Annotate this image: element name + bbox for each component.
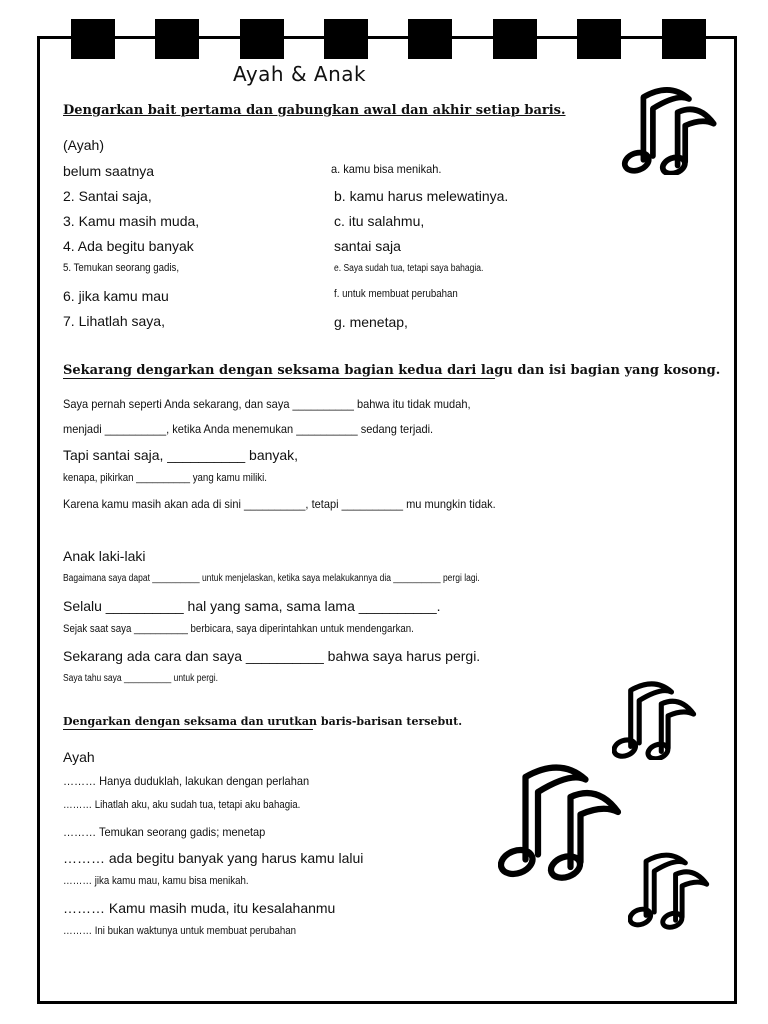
order-line: ……… jika kamu mau, kamu bisa menikah. bbox=[63, 875, 249, 887]
section2-instruction: Sekarang dengarkan dengan seksama bagian kedua dari lagu dan isi bagian yang kosong. bbox=[63, 363, 721, 378]
speaker-label: Ayah bbox=[63, 749, 95, 765]
order-line: ……… Lihatlah aku, aku sudah tua, tetapi aku bahagia. bbox=[63, 799, 301, 811]
order-line: ……… Kamu masih muda, itu kesalahanmu bbox=[63, 900, 336, 916]
fill-blank-line: Sekarang ada cara dan saya __________ bahwa saya harus pergi. bbox=[63, 648, 481, 664]
section1-instruction: Dengarkan bait pertama dan gabungkan awal dan akhir setiap baris. bbox=[63, 103, 566, 118]
section3-instruction-underline bbox=[63, 729, 313, 730]
fill-blank-line: Sejak saat saya __________ berbicara, saya diperintahkan untuk mendengarkan. bbox=[63, 623, 414, 635]
match-left-item: 7. Lihatlah saya, bbox=[63, 313, 165, 329]
fill-blank-line: Selalu __________ hal yang sama, sama lama __________. bbox=[63, 598, 441, 614]
music-note-icon bbox=[612, 675, 697, 760]
fill-blank-line: Tapi santai saja, __________ banyak, bbox=[63, 447, 299, 463]
match-left-item: 3. Kamu masih muda, bbox=[63, 213, 200, 229]
music-note-icon bbox=[628, 845, 710, 930]
fill-blank-line: Bagaimana saya dapat __________ untuk menjelaskan, ketika saya melakukannya dia __________ pergi lagi. bbox=[63, 573, 480, 584]
match-right-item: e. Saya sudah tua, tetapi saya bahagia. bbox=[334, 263, 484, 274]
match-right-item: f. untuk membuat perubahan bbox=[334, 288, 458, 300]
match-left-item: 5. Temukan seorang gadis, bbox=[63, 262, 180, 274]
match-left-item: 2. Santai saja, bbox=[63, 188, 152, 204]
section3-instruction: Dengarkan dengan seksama dan urutkan baris-barisan tersebut. bbox=[63, 715, 463, 728]
fill-blank-line: Karena kamu masih akan ada di sini __________, tetapi __________ mu mungkin tidak. bbox=[63, 497, 496, 511]
fill-blank-line: Saya tahu saya __________ untuk pergi. bbox=[63, 673, 219, 684]
match-left-item: 6. jika kamu mau bbox=[63, 288, 169, 304]
match-right-item: a. kamu bisa menikah. bbox=[331, 162, 442, 176]
match-right-item: b. kamu harus melewatinya. bbox=[334, 188, 509, 204]
order-line: ……… Temukan seorang gadis; menetap bbox=[63, 825, 266, 839]
order-line: ……… Ini bukan waktunya untuk membuat perubahan bbox=[63, 925, 296, 937]
section2-instruction-underline bbox=[63, 378, 495, 379]
page-title: Ayah & Anak bbox=[233, 62, 367, 86]
order-line: ……… ada begitu banyak yang harus kamu lalui bbox=[63, 850, 364, 866]
speaker-label: (Ayah) bbox=[63, 137, 104, 153]
match-right-item: santai saja bbox=[334, 238, 401, 254]
music-note-icon bbox=[498, 752, 623, 882]
music-note-icon bbox=[620, 80, 720, 175]
order-line: ……… Hanya duduklah, lakukan dengan perlahan bbox=[63, 774, 310, 788]
match-right-item: g. menetap, bbox=[334, 314, 408, 330]
match-right-item: c. itu salahmu, bbox=[334, 213, 425, 229]
match-left-item: 4. Ada begitu banyak bbox=[63, 238, 194, 254]
match-left-item: belum saatnya bbox=[63, 163, 155, 179]
speaker-label: Anak laki-laki bbox=[63, 548, 146, 564]
fill-blank-line: kenapa, pikirkan __________ yang kamu miliki. bbox=[63, 472, 267, 484]
fill-blank-line: menjadi __________, ketika Anda menemukan __________ sedang terjadi. bbox=[63, 422, 434, 436]
fill-blank-line: Saya pernah seperti Anda sekarang, dan saya __________ bahwa itu tidak mudah, bbox=[63, 397, 471, 411]
